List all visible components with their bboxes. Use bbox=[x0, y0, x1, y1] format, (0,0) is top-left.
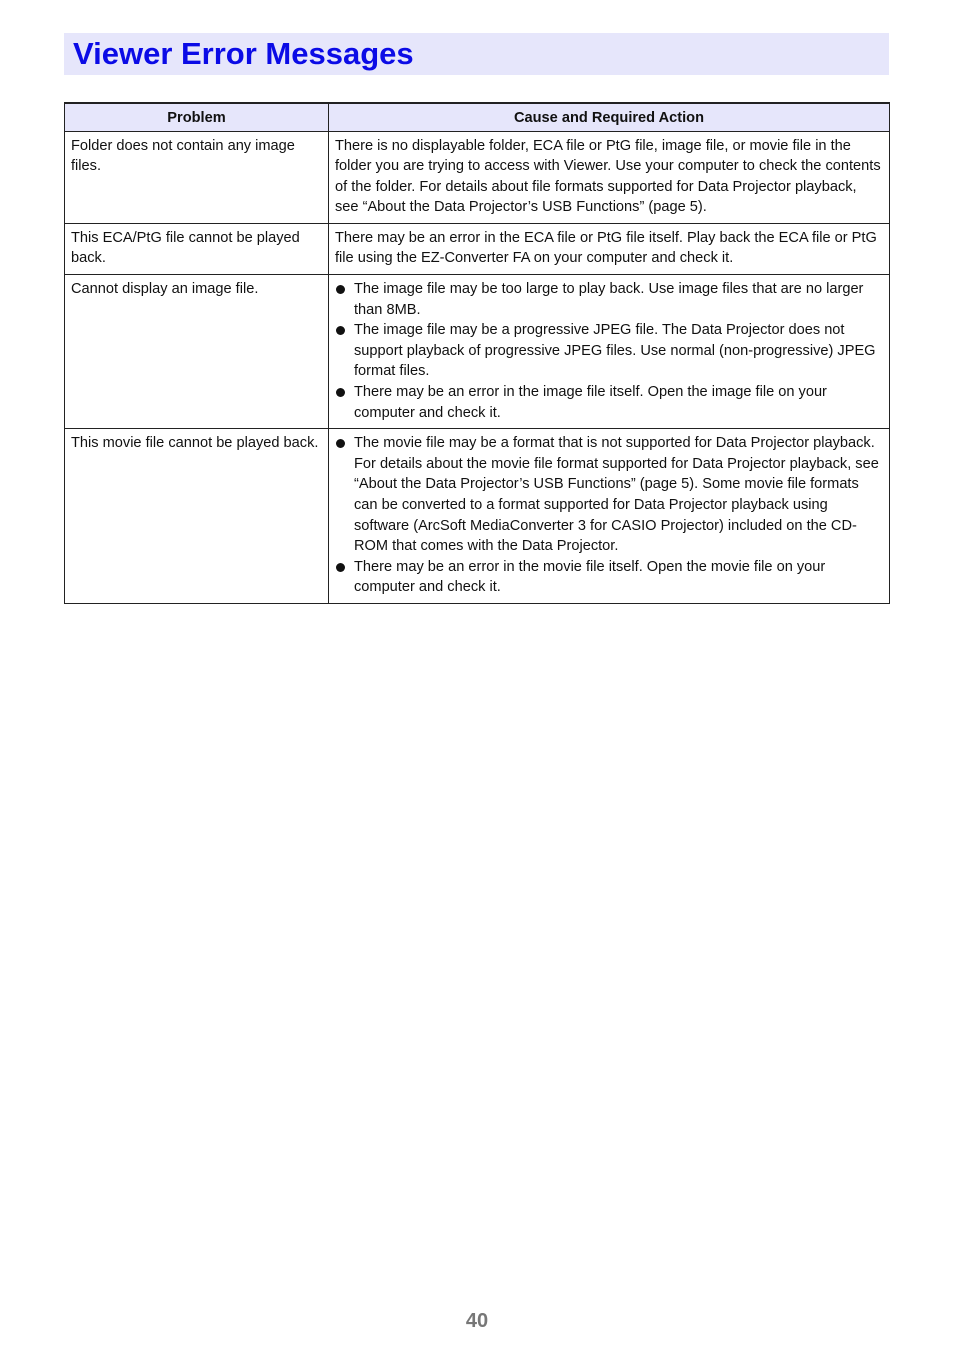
bullet-text: The image file may be too large to play back. Use image files that are no larger than 8MB. bbox=[354, 281, 864, 318]
table-row bbox=[65, 223, 890, 274]
page-number: 40 bbox=[465, 1310, 489, 1332]
problem-cell: This movie file cannot be played back. bbox=[65, 429, 329, 604]
list-item bbox=[335, 279, 883, 320]
cause-cell bbox=[329, 275, 890, 429]
bullet-text: There may be an error in the movie file itself. Open the movie file on your computer and check it. bbox=[354, 558, 826, 596]
problem-cell: Folder does not contain any image files. bbox=[65, 131, 329, 223]
table-header-row bbox=[65, 103, 890, 131]
bullet-icon bbox=[336, 563, 345, 572]
page-title: Viewer Error Messages bbox=[73, 36, 414, 71]
list-item bbox=[335, 557, 883, 598]
bullet-list bbox=[335, 279, 883, 423]
title-bar bbox=[64, 33, 889, 75]
list-item bbox=[335, 433, 883, 557]
header-cause: Cause and Required Action bbox=[329, 103, 890, 131]
header-problem: Problem bbox=[65, 103, 329, 131]
bullet-text: The image file may be a progressive JPEG file. The Data Projector does not support playback of progressive JPEG files. Use normal (non-progressive) JPEG format files. bbox=[354, 322, 876, 380]
table-row bbox=[65, 429, 890, 604]
cause-cell: There may be an error in the ECA file or PtG file itself. Play back the ECA file or PtG file using the EZ-Converter FA on your computer and check it. bbox=[329, 223, 890, 274]
cause-cell: There is no displayable folder, ECA file or PtG file, image file, or movie file in the folder you are trying to access with Viewer. Use your computer to check the contents of the folder. For details about file formats supported for Data Projector playback, see “About the Data Projector’s USB Functions” (page 5). bbox=[329, 131, 890, 223]
table-row bbox=[65, 131, 890, 223]
bullet-text: The movie file may be a format that is not supported for Data Projector playback. For details about the movie file format supported for Data Projector playback, see “About the Data Projector’s USB Functions” (page 5). Some movie file formats can be converted to a format supported for Data Projector playback using software (ArcSoft MediaConverter 3 for CASIO Projector) included on the CD-ROM that comes with the Data Projector. bbox=[354, 435, 879, 555]
bullet-icon bbox=[336, 326, 345, 335]
bullet-icon bbox=[336, 388, 345, 397]
bullet-text: There may be an error in the image file itself. Open the image file on your computer and check it. bbox=[354, 384, 827, 421]
table-row bbox=[65, 275, 890, 429]
problem-cell: Cannot display an image file. bbox=[65, 275, 329, 429]
list-item bbox=[335, 382, 883, 423]
error-messages-table bbox=[64, 102, 890, 604]
problem-cell: This ECA/PtG file cannot be played back. bbox=[65, 223, 329, 274]
bullet-list bbox=[335, 433, 883, 598]
cause-cell bbox=[329, 429, 890, 604]
list-item bbox=[335, 320, 883, 382]
bullet-icon bbox=[336, 285, 345, 294]
bullet-icon bbox=[336, 439, 345, 448]
